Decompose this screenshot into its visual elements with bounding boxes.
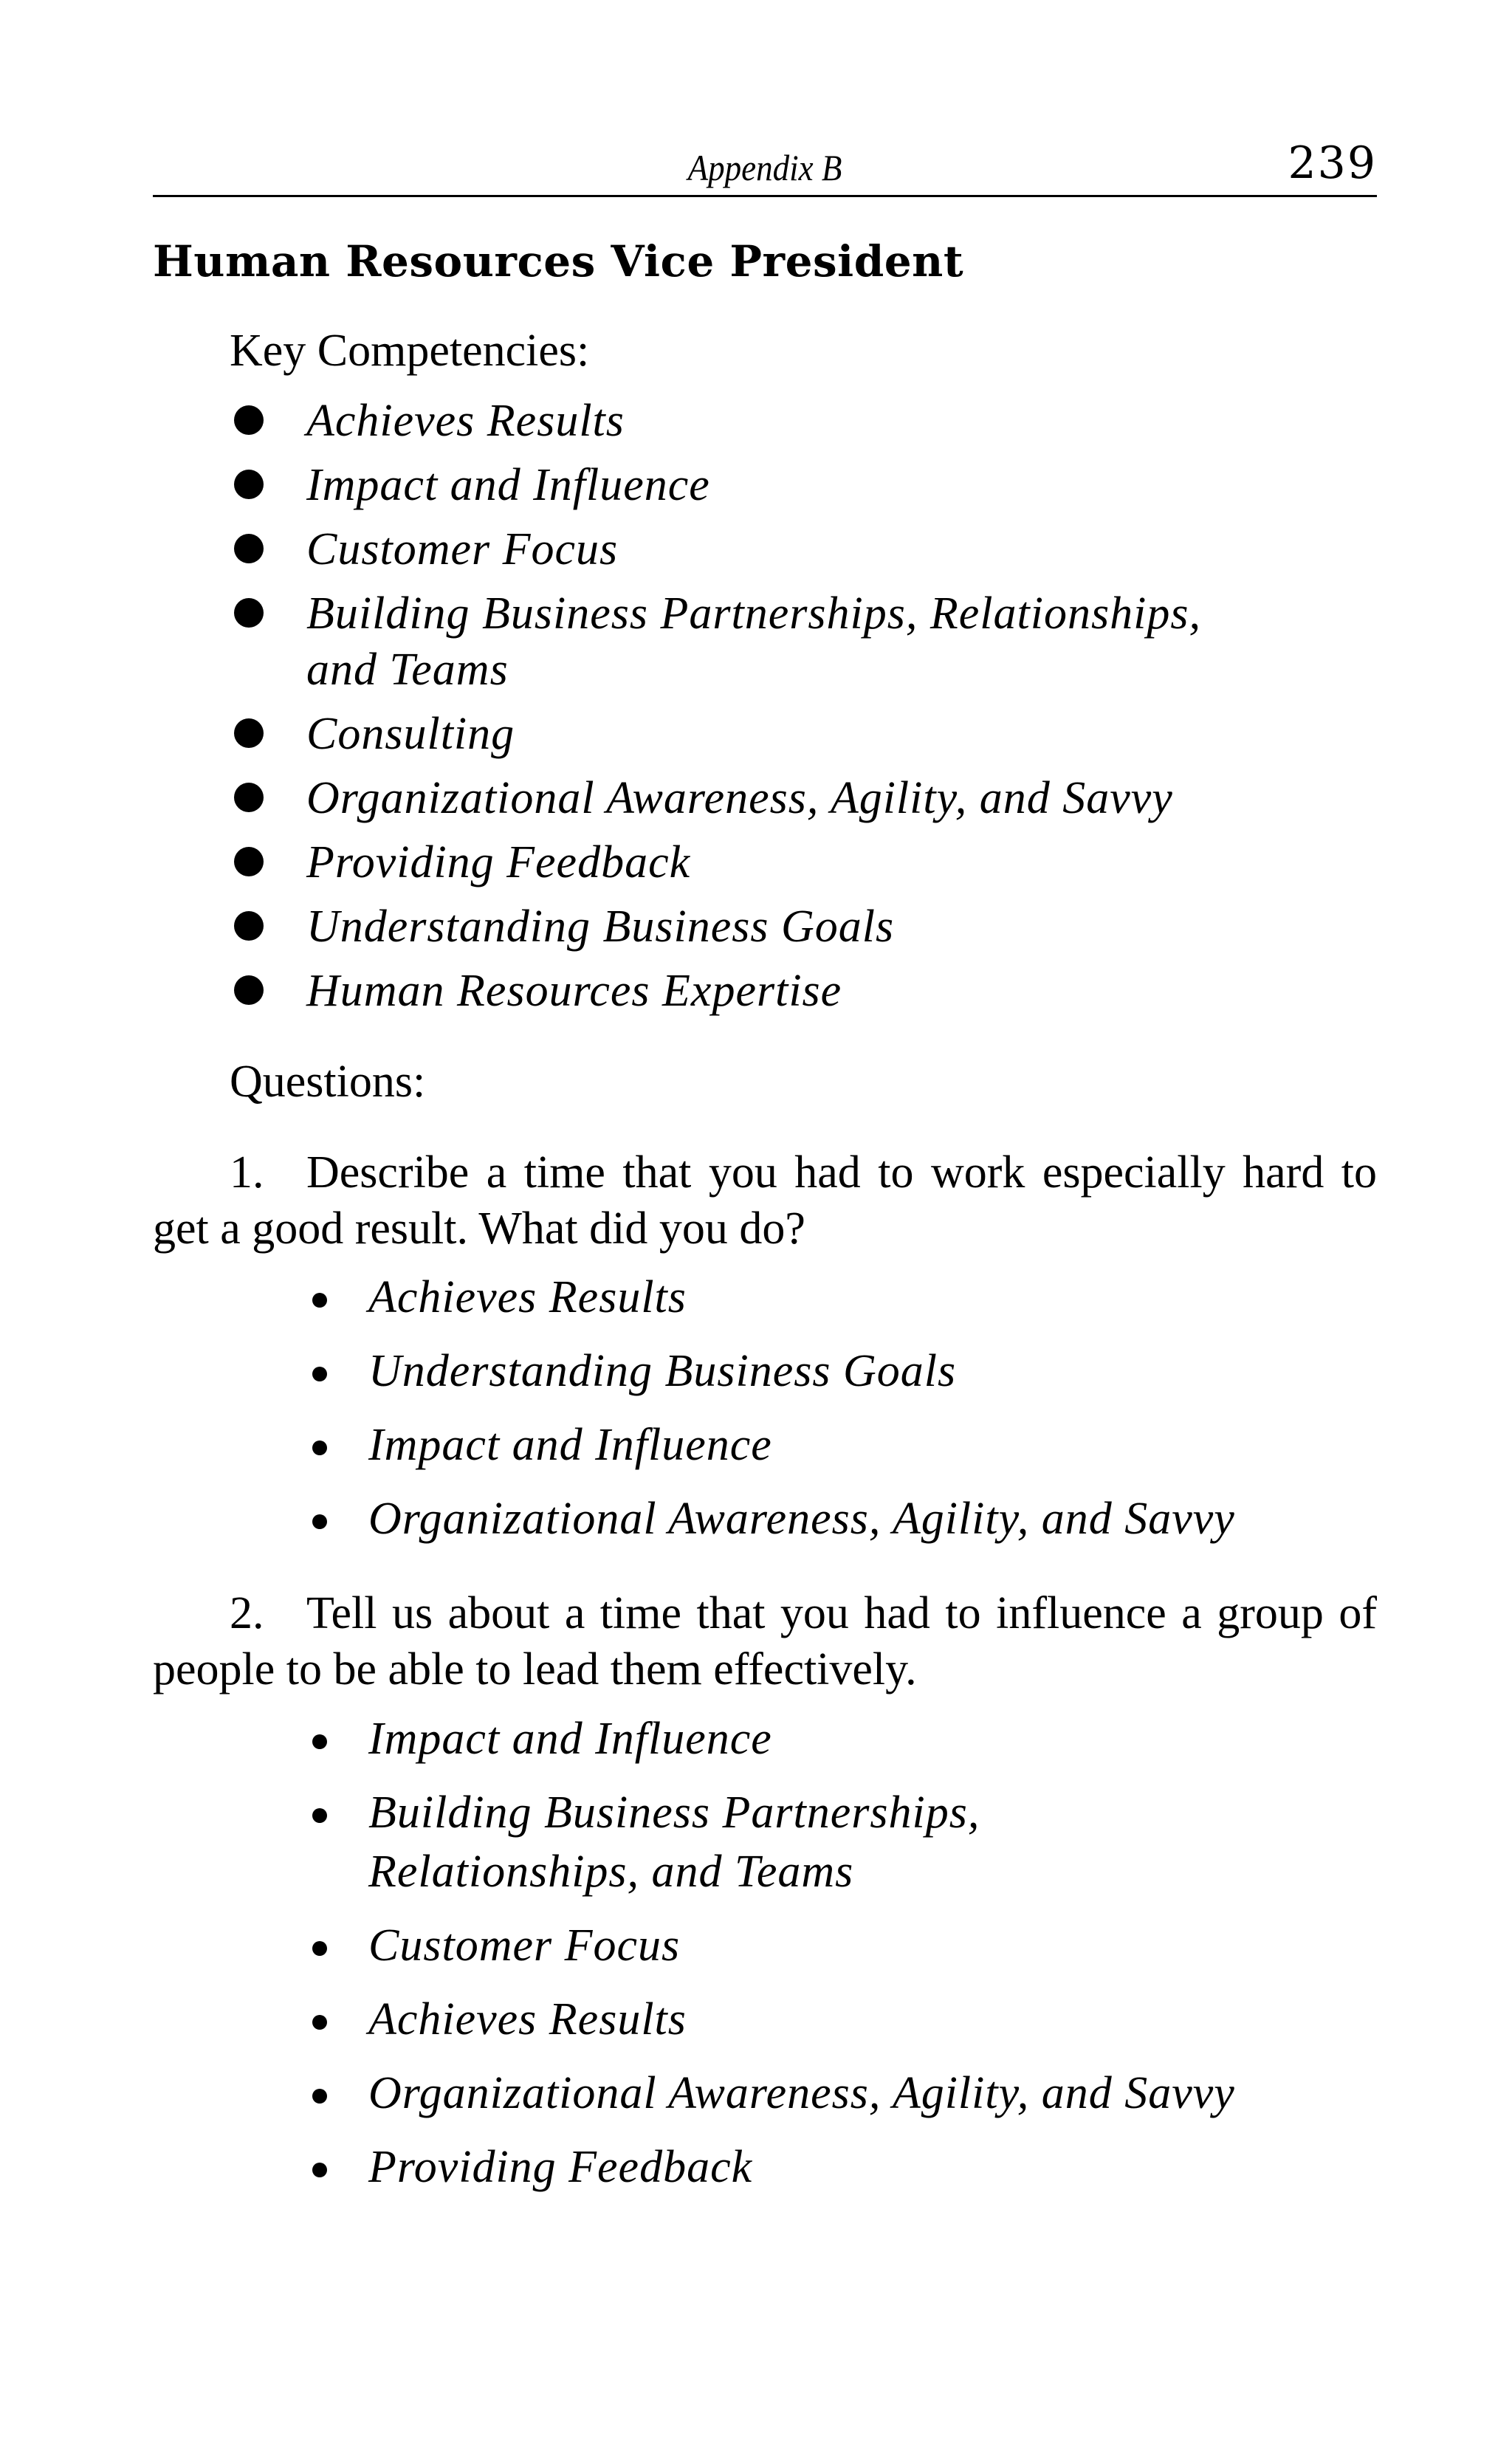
competency-item <box>230 834 1337 890</box>
bullet-icon <box>234 534 264 563</box>
competency-item <box>230 393 1337 449</box>
bullet-icon <box>234 718 264 748</box>
competency-text: Providing Feedback <box>306 837 691 887</box>
competency-text: Customer Focus <box>368 1920 681 1971</box>
competency-text: Achieves Results <box>368 1994 687 2044</box>
bullet-icon <box>312 2163 327 2177</box>
bullet-icon <box>234 598 264 628</box>
competency-item <box>292 1783 1340 1901</box>
competency-text: Impact and Influence <box>368 1420 772 1470</box>
bullet-icon <box>312 1367 327 1381</box>
bullet-icon <box>312 1441 327 1455</box>
question-1-competencies <box>292 1268 1340 1563</box>
competency-item <box>230 899 1337 955</box>
key-competencies-label: Key Competencies: <box>230 326 590 376</box>
bullet-icon <box>312 2015 327 2030</box>
competency-item <box>230 457 1337 513</box>
competency-text: Understanding Business Goals <box>368 1346 957 1396</box>
competency-item <box>292 2064 1340 2123</box>
competency-text: Building Business Partnerships, Relationships, and Teams <box>368 1788 980 1897</box>
competency-text: Impact and Influence <box>368 1714 772 1764</box>
competency-text: Building Business Partnerships, Relationships, and Teams <box>306 588 1201 695</box>
question-text: Tell us about a time that you had to influence a group of people to be able to lead them effectively. <box>153 1588 1377 1694</box>
competency-text: Achieves Results <box>368 1272 687 1322</box>
competency-text: Organizational Awareness, Agility, and Savvy <box>368 2068 1235 2118</box>
competency-text: Achieves Results <box>306 396 625 446</box>
bullet-icon <box>234 975 264 1005</box>
competency-text: Impact and Influence <box>306 460 710 510</box>
competency-item <box>292 1342 1340 1401</box>
competency-item <box>230 521 1337 577</box>
bullet-icon <box>234 783 264 812</box>
competency-item <box>230 586 1337 698</box>
competency-item <box>292 1415 1340 1474</box>
competency-item <box>292 1916 1340 1975</box>
competency-text: Organizational Awareness, Agility, and Savvy <box>306 773 1173 823</box>
competency-item <box>230 706 1337 762</box>
competency-item <box>230 963 1337 1019</box>
competency-item <box>230 770 1337 826</box>
bullet-icon <box>312 2089 327 2104</box>
competency-text: Organizational Awareness, Agility, and Savvy <box>368 1494 1235 1544</box>
running-title: Appendix B <box>687 147 842 188</box>
bullet-icon <box>234 847 264 876</box>
competency-item <box>292 2137 1340 2197</box>
bullet-icon <box>312 1808 327 1823</box>
page-number: 239 <box>1288 137 1377 189</box>
competency-item <box>292 1990 1340 2049</box>
competency-item <box>292 1268 1340 1327</box>
section-title: Human Resources Vice President <box>153 236 964 286</box>
questions-label: Questions: <box>230 1057 426 1107</box>
bullet-icon <box>312 1514 327 1529</box>
question-2 <box>153 1585 1377 1697</box>
question-text: Describe a time that you had to work especially hard to get a good result. What did you do? <box>153 1147 1377 1254</box>
running-header <box>153 137 1377 197</box>
bullet-icon <box>234 911 264 941</box>
competency-item <box>292 1709 1340 1768</box>
question-1 <box>153 1144 1377 1257</box>
competency-item <box>292 1489 1340 1548</box>
bullet-icon <box>312 1941 327 1956</box>
bullet-icon <box>312 1734 327 1749</box>
question-number: 2. <box>230 1588 264 1638</box>
bullet-icon <box>234 470 264 499</box>
competency-text: Human Resources Expertise <box>306 966 842 1016</box>
question-2-competencies <box>292 1709 1340 2211</box>
competency-text: Consulting <box>306 709 515 759</box>
key-competencies-list <box>230 393 1337 1027</box>
question-number: 1. <box>230 1147 264 1198</box>
competency-text: Understanding Business Goals <box>306 902 895 952</box>
competency-text: Providing Feedback <box>368 2142 753 2192</box>
competency-text: Customer Focus <box>306 524 619 574</box>
bullet-icon <box>234 405 264 435</box>
bullet-icon <box>312 1293 327 1308</box>
